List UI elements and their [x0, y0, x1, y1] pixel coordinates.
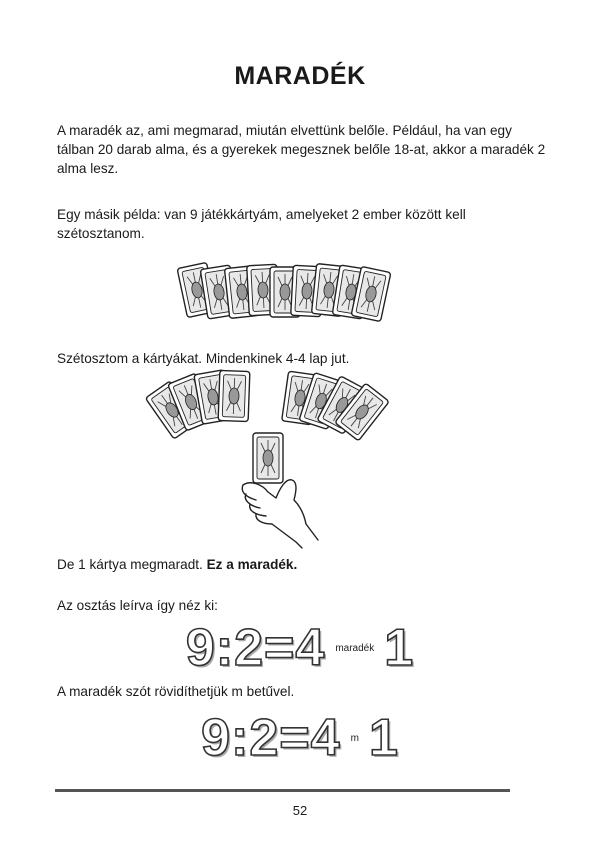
remainder-number: 1	[368, 709, 399, 767]
remainder-paragraph	[57, 555, 547, 574]
equation-main: 9:2=4	[185, 619, 326, 677]
remainder-abbrev: m	[350, 733, 359, 744]
remainder-number: 1	[384, 619, 415, 677]
equation-abbreviated	[0, 708, 600, 768]
right-hand-cards	[282, 371, 390, 441]
page-number: 52	[292, 803, 308, 818]
remainder-word: maradék	[335, 643, 375, 654]
remainder-text: De 1 kártya megmaradt.	[57, 557, 207, 572]
footer-divider	[55, 789, 510, 792]
distribution-paragraph: Szétosztom a kártyákat. Mindenkinek 4-4 lap jut.	[57, 351, 350, 366]
abbreviation-paragraph: A maradék szót rövidíthetjük m betűvel.	[57, 684, 295, 699]
equation-main: 9:2=4	[201, 709, 341, 767]
remainder-emphasis: Ez a maradék.	[206, 557, 298, 572]
division-intro: Az osztás leírva így néz ki:	[57, 598, 218, 613]
page-title: MARADÉK	[234, 62, 366, 90]
intro-paragraph: A maradék az, ami megmarad, miután elvettünk belőle. Például, ha van egy tálban 20 darab alma, és a gyerekek megesznek belőle 18-at, akkor a maradék 2 alma lesz.	[57, 123, 546, 176]
card-row	[177, 262, 391, 321]
equation-full	[0, 618, 600, 678]
hand-icon	[242, 480, 318, 548]
example-paragraph: Egy másik példa: van 9 játékkártyám, amelyeket 2 ember között kell szétosztanom.	[57, 207, 466, 241]
remaining-card	[253, 433, 283, 483]
left-hand-cards	[145, 370, 249, 439]
